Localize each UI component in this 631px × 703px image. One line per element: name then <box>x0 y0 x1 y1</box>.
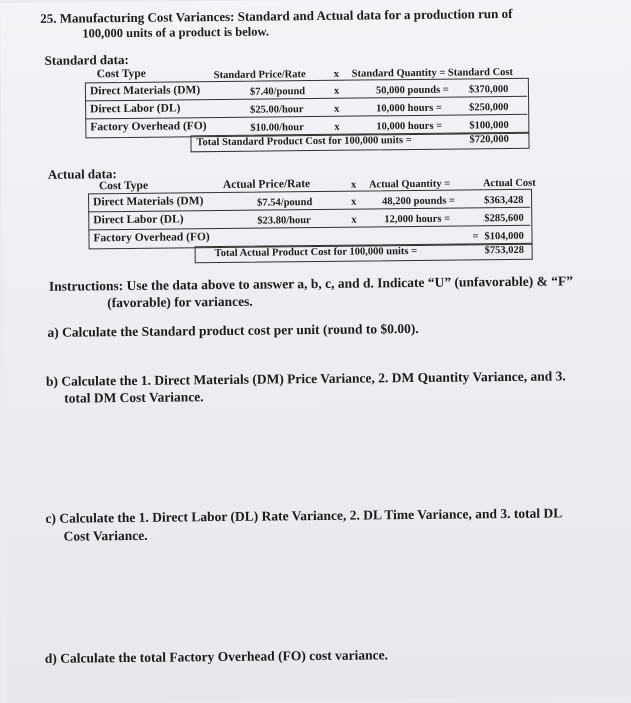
std-row-x: x <box>334 121 340 133</box>
instructions-line1: Instructions: Use the data above to answer a, b, c, and d. Indicate “U” (unfavorable) & “F” <box>48 273 574 294</box>
act-row-cost: $363,428 <box>484 194 524 207</box>
std-header-qty-cost: Standard Quantity = Standard Cost <box>351 66 514 80</box>
std-row-cost: $370,000 <box>468 83 509 96</box>
question-d: d) Calculate the total Factory Overhead (FO) cost variance. <box>44 647 388 666</box>
std-total-value: $720,000 <box>469 133 509 146</box>
question-b-line1: b) Calculate the 1. Direct Materials (DM) Price Variance, 2. DM Quantity Variance, and 3. <box>45 368 566 389</box>
act-header-cost-type: Cost Type <box>98 179 149 193</box>
std-row-rate: $10.00/hour <box>250 122 304 134</box>
act-row-qty: = <box>472 231 479 243</box>
question-c-line1: c) Calculate the 1. Direct Labor (DL) Rate Variance, 2. DL Time Variance, and 3. total DL <box>45 505 563 526</box>
std-row-rate: $25.00/hour <box>250 104 304 116</box>
act-row-cost: $104,000 <box>484 230 524 243</box>
std-row-cost: $100,000 <box>469 119 509 132</box>
instructions-line2: (favorable) for variances. <box>107 293 253 311</box>
std-row-qty: 50,000 pounds = <box>375 84 449 97</box>
std-header-price-rate: Standard Price/Rate <box>213 69 306 82</box>
act-header-cost: Actual Cost <box>482 177 536 190</box>
problem-subtitle: 100,000 units of a product is below. <box>82 24 270 41</box>
std-row-type: Direct Labor (DL) <box>90 102 181 116</box>
act-row-type: Factory Overhead (FO) <box>93 231 210 245</box>
act-header-x: x <box>350 179 357 191</box>
std-header-cost-type: Cost Type <box>96 67 146 81</box>
act-header-price-rate: Actual Price/Rate <box>222 178 311 191</box>
std-row-type: Factory Overhead (FO) <box>90 120 207 134</box>
act-row-rate: $7.54/pound <box>257 197 313 209</box>
act-row-type: Direct Labor (DL) <box>93 213 184 227</box>
question-b-line2: total DM Cost Variance. <box>64 389 204 406</box>
act-row-qty: 12,000 hours = <box>384 213 451 226</box>
std-total-label: Total Standard Product Cost for 100,000 units = <box>196 135 412 149</box>
act-row-qty: 48,200 pounds = <box>382 195 455 208</box>
act-total-value: $753,028 <box>484 244 525 257</box>
act-row-rate: $23.80/hour <box>257 215 311 227</box>
actual-heading: Actual data: <box>47 166 117 182</box>
question-a: a) Calculate the Standard product cost per unit (round to $0.00). <box>47 320 419 340</box>
std-row-qty: 10,000 hours = <box>376 102 442 115</box>
act-header-qty: Actual Quantity = <box>368 178 451 191</box>
std-header-x: x <box>333 68 340 80</box>
std-row-qty: 10,000 hours = <box>376 120 443 133</box>
standard-heading: Standard data: <box>44 51 129 68</box>
question-c-line2: Cost Variance. <box>63 527 148 544</box>
std-row-cost: $250,000 <box>469 101 509 114</box>
std-row-type: Direct Materials (DM) <box>89 84 201 98</box>
std-row-rate: $7.40/pound <box>249 86 306 98</box>
std-row-x: x <box>334 103 340 115</box>
act-row-x: x <box>351 214 357 226</box>
problem-title: 25. Manufacturing Cost Variances: Standard and Actual data for a production run of <box>40 5 513 26</box>
act-row-cost: $285,600 <box>484 212 524 225</box>
std-row-x: x <box>333 85 340 97</box>
act-total-label: Total Actual Product Cost for 100,000 units = <box>214 245 418 260</box>
act-row-type: Direct Materials (DM) <box>93 195 204 209</box>
act-row-x: x <box>351 196 357 208</box>
